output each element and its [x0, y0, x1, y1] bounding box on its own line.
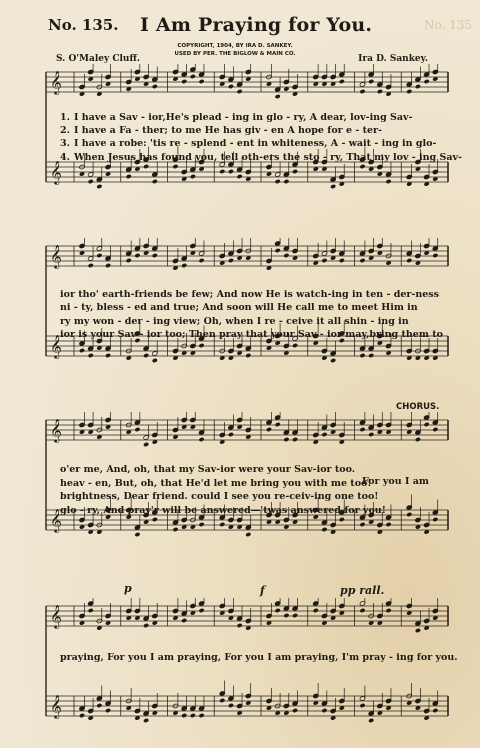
verse-number: 4.: [60, 152, 70, 163]
verse-text: I have a Sav - ior,He's plead - ing in glo - ry, A dear, lov-ing Sav-: [74, 112, 413, 123]
dynamic-pianissimo-rall: pp rall.: [340, 584, 385, 597]
verse-number: 1.: [60, 112, 70, 123]
copyright-line-2: USED BY PER. THE BIGLOW & MAIN CO.: [174, 51, 296, 57]
clef-icon: 𝄞: [50, 244, 62, 268]
verse-line-2-1: ior tho' earth-friends be few; And now He is watch-ing in ten - der-ness: [60, 289, 439, 300]
clef-icon: 𝄞: [50, 418, 62, 442]
clef-icon: 𝄞: [50, 70, 62, 94]
verse-line-3-2: heav - en, But, oh, that He'd let me bring you with me too!: [60, 478, 372, 489]
verse-line-2-3: ry my won - der - ing view; Oh, when I re - ceive it all shin - ing in: [60, 316, 409, 327]
verse-line-3-1: o'er me, And, oh, that my Sav-ior were your Sav-ior too.: [60, 464, 356, 475]
music-staff-system-4: [44, 598, 452, 748]
verse-line-1-3: [60, 138, 436, 149]
bleed-through-text: No. 135: [423, 18, 472, 32]
clef-icon: 𝄞: [50, 334, 62, 358]
verse-number: 3.: [60, 138, 70, 149]
composer-credit: Ira D. Sankey.: [358, 54, 428, 64]
verse-line-1-4: [60, 152, 462, 163]
chorus-lyric: For you I am: [362, 476, 429, 487]
verse-text: When Jesus has found you, tell oth-ers the sto - ry, That my lov - ing Sav-: [74, 152, 462, 163]
treble-staff: [46, 64, 448, 99]
verse-line-3-3: brightness, Dear friend. could I see you re-ceiv-ing one too!: [60, 491, 379, 502]
hymn-number: No. 135.: [48, 16, 119, 34]
verse-line-1-2: [60, 125, 382, 136]
hymn-title: I Am Praying for You.: [140, 14, 373, 36]
music-staff-system-2: [44, 238, 452, 388]
clef-icon: 𝄞: [50, 694, 62, 718]
treble-staff: [46, 598, 448, 633]
verse-number: 2.: [60, 125, 70, 136]
clef-icon: 𝄞: [50, 604, 62, 628]
clef-icon: 𝄞: [50, 508, 62, 532]
verse-line-1-1: [60, 112, 413, 123]
treble-staff: [46, 238, 448, 271]
verse-line-3-4: glo - ry, And pray'r will be answered—'twas answered for you!: [60, 505, 386, 516]
copyright-line-1: COPYRIGHT, 1904, BY IRA D. SANKEY.: [177, 43, 293, 49]
dynamic-piano: p: [124, 582, 132, 595]
chorus-lyric-line: praying, For you I am praying, For you I am praying, I'm pray - ing for you.: [60, 652, 458, 663]
copyright-notice: [150, 42, 320, 58]
bass-staff: [46, 681, 448, 724]
verse-text: I have a robe: 'tis re - splend - ent in whiteness, A - wait - ing in glo-: [74, 138, 437, 149]
dynamic-forte: f: [260, 584, 265, 597]
verse-line-2-2: ni - ty, bless - ed and true; And soon will He call me to meet Him in: [60, 302, 418, 313]
treble-staff: [46, 412, 448, 447]
verse-text: I have a Fa - ther; to me He has giv - en A hope for e - ter-: [74, 125, 382, 136]
author-credit: S. O'Maley Cluff.: [56, 54, 140, 64]
clef-icon: 𝄞: [50, 160, 62, 184]
chorus-label: CHORUS.: [396, 402, 440, 412]
verse-line-2-4: ior is your Sav - ior too; Then pray that your Sav - ior may,bring them to: [60, 329, 443, 340]
